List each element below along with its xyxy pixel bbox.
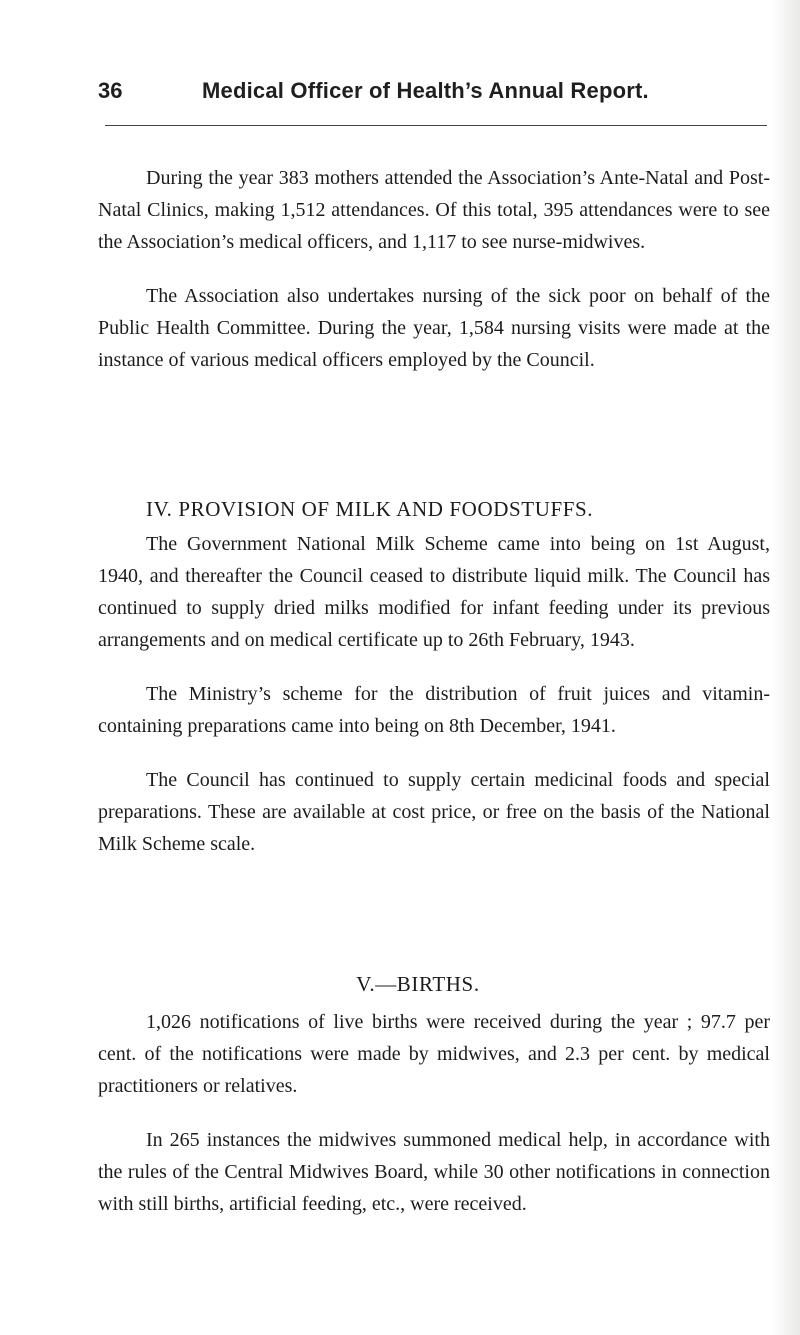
paragraph: During the year 383 mothers attended the Association’s Ante-Natal and Post-Natal Clinics, making 1,512 attendances. Of this total, 395 attendances were to see the Association’s medical officers, and 1,117 to see nurse-midwives. — [98, 167, 770, 253]
paragraph: The Ministry’s scheme for the distribution of fruit juices and vitamin-containing preparations came into being on 8th December, 1941. — [98, 683, 770, 737]
section-heading-milk-foodstuffs: IV. PROVISION OF MILK AND FOODSTUFFS. — [146, 497, 594, 521]
paragraph: The Government National Milk Scheme came into being on 1st August, 1940, and thereafter the Council ceased to distribute liquid milk. The Council has continued to supply dried milks modified for infant feeding under its previous arrangements and on medical certificate up to 26th February, 1943. — [98, 533, 770, 651]
births-section — [98, 1006, 770, 1242]
paragraph: 1,026 notifications of live births were received during the year ; 97.7 per cent. of the notifications were made by midwives, and 2.3 per cent. by medical practitioners or relatives. — [98, 1011, 770, 1097]
page-edge-shadow — [772, 0, 800, 1335]
section-heading-births: V.—BIRTHS. — [356, 972, 480, 996]
header-rule — [105, 125, 767, 126]
running-title: Medical Officer of Health’s Annual Report. — [202, 78, 649, 103]
paragraph: In 265 instances the midwives summoned medical help, in accordance with the rules of the Central Midwives Board, while 30 other notifications in connection with still births, artificial feeding, etc., were received. — [98, 1129, 770, 1215]
intro-section — [98, 162, 770, 398]
paragraph: The Association also undertakes nursing of the sick poor on behalf of the Public Health Committee. During the year, 1,584 nursing visits were made at the instance of various medical officers employed by the Council. — [98, 285, 770, 371]
page-number: 36 — [98, 78, 123, 103]
paragraph: The Council has continued to supply certain medicinal foods and special preparations. These are available at cost price, or free on the basis of the National Milk Scheme scale. — [98, 769, 770, 855]
milk-foodstuffs-section — [98, 528, 770, 882]
page-header — [98, 78, 778, 118]
